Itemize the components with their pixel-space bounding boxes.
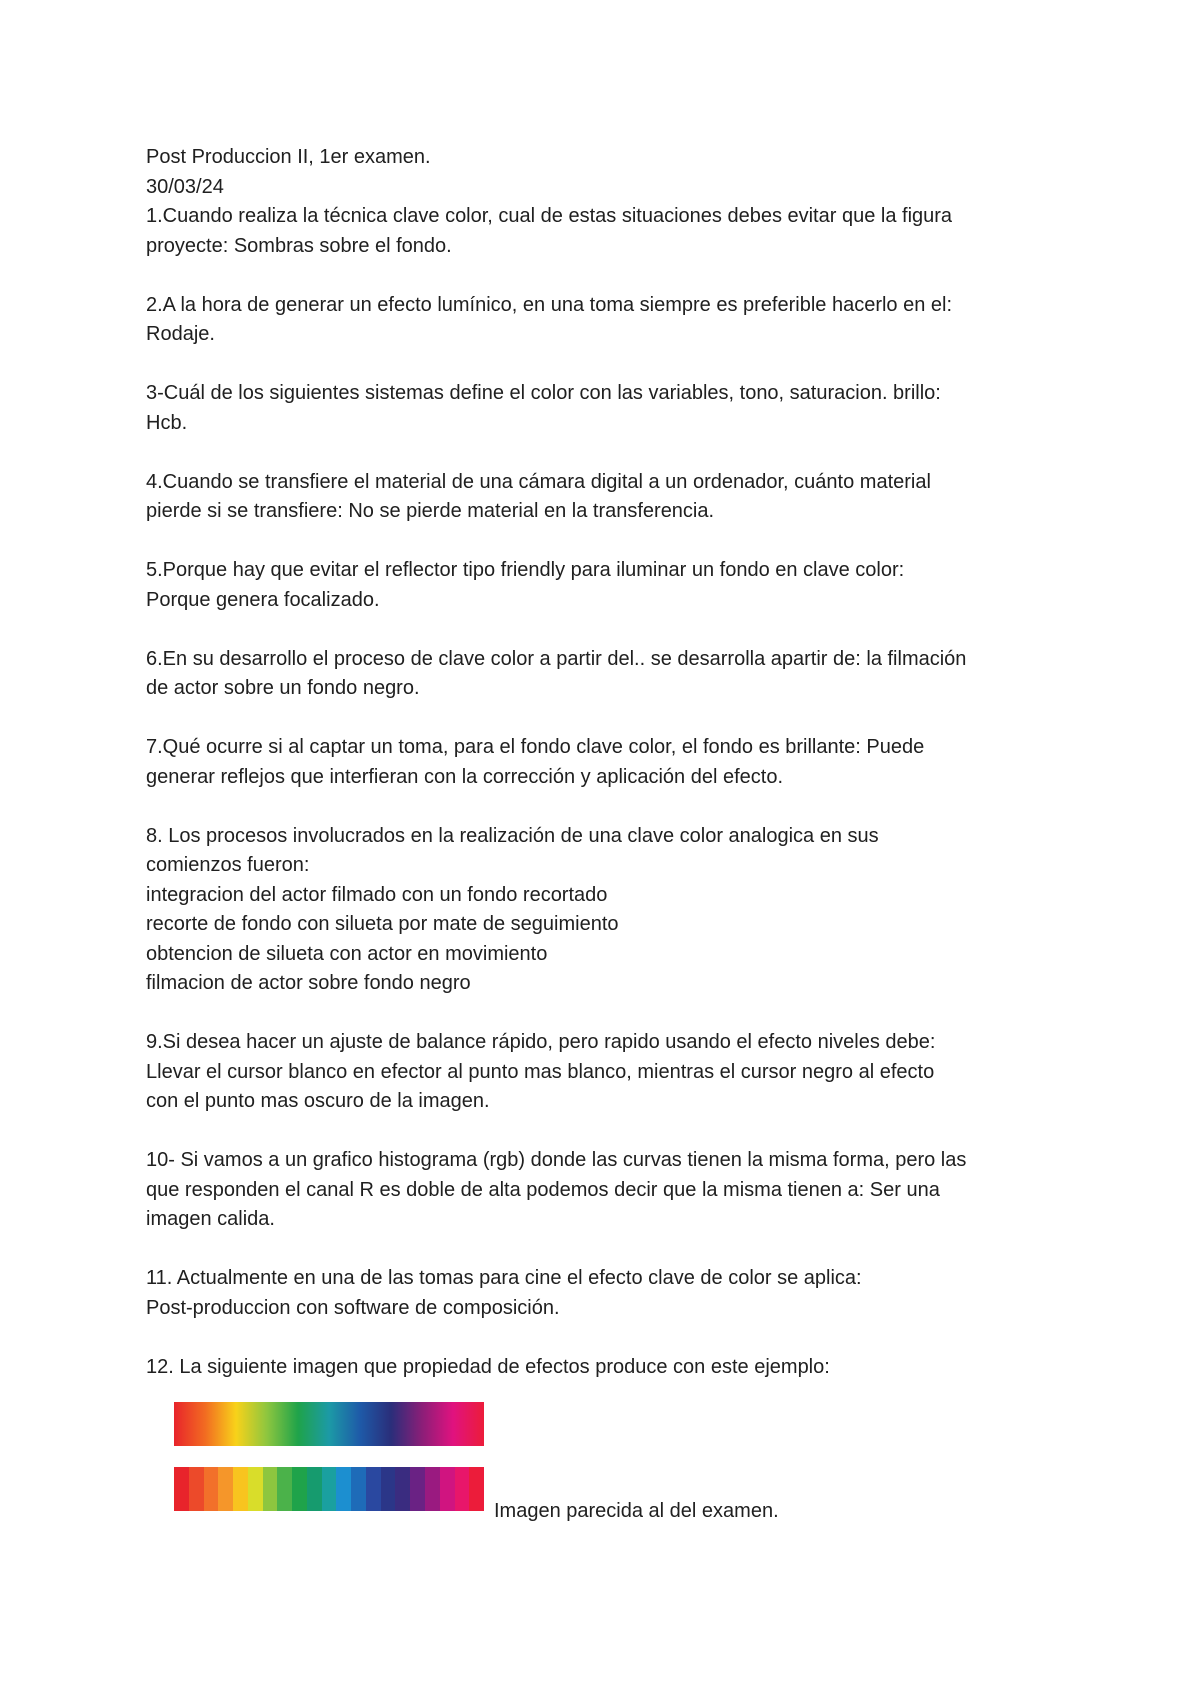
smooth-spectrum-bar bbox=[174, 1402, 484, 1446]
question-line: filmacion de actor sobre fondo negro bbox=[146, 972, 471, 994]
question-6 bbox=[146, 645, 1086, 704]
spectrum-step bbox=[469, 1467, 484, 1511]
spectrum-step bbox=[307, 1467, 322, 1511]
question-line: 8. Los procesos involucrados en la realización de una clave color analogica en sus bbox=[146, 824, 879, 847]
questions-list bbox=[146, 202, 1086, 1382]
question-7 bbox=[146, 733, 1086, 792]
question-line: 12. La siguiente imagen que propiedad de efectos produce con este ejemplo: bbox=[146, 1355, 830, 1378]
paragraph-gap bbox=[146, 615, 1086, 645]
question-line: 3-Cuál de los siguientes sistemas define el color con las variables, tono, saturacion. brillo: bbox=[146, 382, 941, 404]
paragraph-gap bbox=[146, 350, 1086, 380]
spectrum-step bbox=[263, 1467, 278, 1511]
question-line: Porque genera focalizado. bbox=[146, 588, 380, 611]
question-line: Post-produccion con software de composición. bbox=[146, 1296, 560, 1319]
question-line: pierde si se transfiere: No se pierde material en la transferencia. bbox=[146, 500, 715, 522]
question-line: que responden el canal R es doble de alta podemos decir que la misma tienen a: Ser una bbox=[146, 1178, 940, 1201]
paragraph-gap bbox=[146, 704, 1086, 734]
figure-caption: Imagen parecida al del examen. bbox=[494, 1500, 779, 1522]
spectrum-step bbox=[351, 1467, 366, 1511]
spectrum-step bbox=[292, 1467, 307, 1511]
question-line: 6.En su desarrollo el proceso de clave color a partir del.. se desarrolla apartir de: la filmación bbox=[146, 647, 967, 670]
stepped-spectrum-bar bbox=[174, 1467, 484, 1511]
question-line: 5.Porque hay que evitar el reflector tipo friendly para iluminar un fondo en clave color: bbox=[146, 559, 905, 581]
spectrum-step bbox=[277, 1467, 292, 1511]
paragraph-gap bbox=[146, 1117, 1086, 1147]
document-date: 30/03/24 bbox=[146, 175, 224, 198]
question-3 bbox=[146, 379, 1086, 438]
question-line: 11. Actualmente en una de las tomas para cine el efecto clave de color se aplica: bbox=[146, 1267, 862, 1289]
spectrum-step bbox=[233, 1467, 248, 1511]
spectrum-step bbox=[425, 1467, 440, 1511]
spectrum-step bbox=[440, 1467, 455, 1511]
question-line: 7.Qué ocurre si al captar un toma, para el fondo clave color, el fondo es brillante: Puede bbox=[146, 736, 925, 758]
paragraph-gap bbox=[146, 1323, 1086, 1353]
spectrum-step bbox=[204, 1467, 219, 1511]
question-line: Llevar el cursor blanco en efector al punto mas blanco, mientras el cursor negro al efecto bbox=[146, 1060, 935, 1083]
question-line: integracion del actor filmado con un fondo recortado bbox=[146, 883, 608, 906]
spectrum-figure bbox=[146, 1394, 1086, 1544]
question-line: 2.A la hora de generar un efecto lumínico, en una toma siempre es preferible hacerlo en el: bbox=[146, 293, 953, 316]
question-line: 1.Cuando realiza la técnica clave color, cual de estas situaciones debes evitar que la figura bbox=[146, 205, 953, 227]
question-line: 9.Si desea hacer un ajuste de balance rápido, pero rapido usando el efecto niveles debe: bbox=[146, 1031, 936, 1053]
paragraph-gap bbox=[146, 792, 1086, 822]
paragraph-gap bbox=[146, 527, 1086, 557]
question-8 bbox=[146, 822, 1086, 999]
question-line: comienzos fueron: bbox=[146, 854, 310, 876]
exam-document bbox=[146, 143, 1086, 1544]
paragraph-gap bbox=[146, 438, 1086, 468]
question-line: Rodaje. bbox=[146, 323, 215, 345]
question-5 bbox=[146, 556, 1086, 615]
paragraph-gap bbox=[146, 999, 1086, 1029]
question-4 bbox=[146, 468, 1086, 527]
question-line: imagen calida. bbox=[146, 1208, 275, 1230]
question-line: obtencion de silueta con actor en movimiento bbox=[146, 942, 548, 965]
spectrum-step bbox=[174, 1467, 189, 1511]
paragraph-gap bbox=[146, 1235, 1086, 1265]
question-line: Hcb. bbox=[146, 411, 188, 434]
spectrum-step bbox=[366, 1467, 381, 1511]
question-line: generar reflejos que interfieran con la corrección y aplicación del efecto. bbox=[146, 765, 784, 788]
spectrum-step bbox=[410, 1467, 425, 1511]
spectrum-step bbox=[218, 1467, 233, 1511]
spectrum-step bbox=[189, 1467, 204, 1511]
question-line: proyecte: Sombras sobre el fondo. bbox=[146, 234, 452, 257]
question-line: 10- Si vamos a un grafico histograma (rgb) donde las curvas tienen la misma forma, pero las bbox=[146, 1149, 967, 1171]
question-line: con el punto mas oscuro de la imagen. bbox=[146, 1090, 490, 1112]
spectrum-step bbox=[336, 1467, 351, 1511]
question-line: de actor sobre un fondo negro. bbox=[146, 677, 420, 699]
question-11 bbox=[146, 1264, 1086, 1323]
question-12 bbox=[146, 1353, 1086, 1383]
question-1 bbox=[146, 202, 1086, 261]
question-line: 4.Cuando se transfiere el material de una cámara digital a un ordenador, cuánto material bbox=[146, 470, 931, 493]
question-10 bbox=[146, 1146, 1086, 1235]
question-line: recorte de fondo con silueta por mate de seguimiento bbox=[146, 913, 619, 935]
spectrum-step bbox=[322, 1467, 337, 1511]
spectrum-step bbox=[455, 1467, 470, 1511]
paragraph-gap bbox=[146, 261, 1086, 291]
spectrum-step bbox=[248, 1467, 263, 1511]
question-2 bbox=[146, 291, 1086, 350]
spectrum-step bbox=[381, 1467, 396, 1511]
spectrum-step bbox=[395, 1467, 410, 1511]
document-title: Post Produccion II, 1er examen. bbox=[146, 146, 431, 168]
question-9 bbox=[146, 1028, 1086, 1117]
